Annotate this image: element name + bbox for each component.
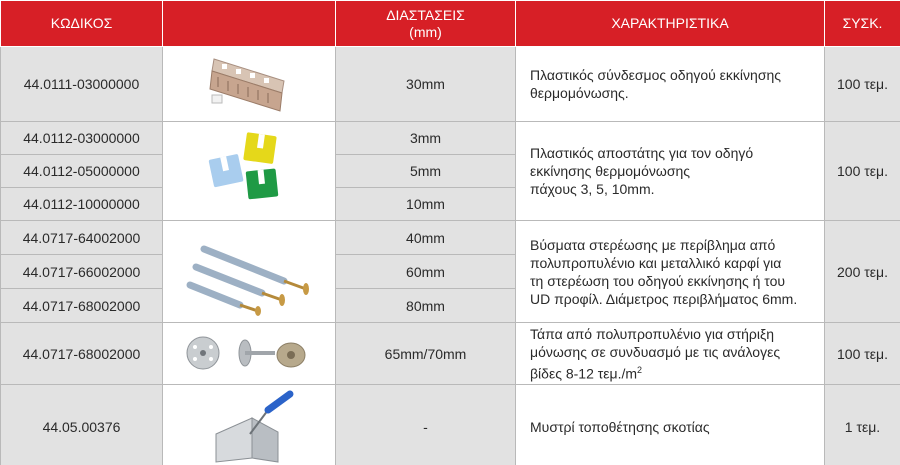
description xyxy=(516,122,825,221)
header-dimensions-unit: (mm) xyxy=(409,23,442,40)
dimension-value: 80mm xyxy=(336,289,516,323)
product-code: 44.0112-10000000 xyxy=(1,188,163,221)
table-row xyxy=(1,323,900,385)
dimension-value: 60mm xyxy=(336,255,516,289)
insulation-plugs-image xyxy=(163,323,336,385)
description-line: Πλαστικός σύνδεσμος οδηγού εκκίνησης xyxy=(530,67,781,83)
package-quantity: 100 τεμ. xyxy=(825,47,900,122)
dimension-value: 40mm xyxy=(336,221,516,255)
header-features: ΧΑΡΑΚΤΗΡΙΣΤΙΚΑ xyxy=(516,1,825,47)
description-line: τη στερέωση του οδηγού εκκίνησης ή του xyxy=(530,272,786,289)
table-row xyxy=(1,122,900,155)
product-code: 44.0717-66002000 xyxy=(1,255,163,289)
dimension-value: 5mm xyxy=(336,155,516,188)
description xyxy=(516,47,825,122)
header-dimensions xyxy=(336,1,516,47)
product-code: 44.0717-64002000 xyxy=(1,221,163,255)
product-code: 44.0111-03000000 xyxy=(1,47,163,122)
dimension-value: 10mm xyxy=(336,188,516,221)
description-line: Πλαστικός αποστάτης για τον οδηγό xyxy=(530,145,754,161)
product-code: 44.0717-68002000 xyxy=(1,323,163,385)
product-code: 44.0112-05000000 xyxy=(1,155,163,188)
description xyxy=(516,385,825,465)
table-row xyxy=(1,221,900,255)
description-text: βίδες 8-12 τεμ./m xyxy=(530,365,638,382)
description-line: UD προφίλ. Διάμετρος περιβλήματος 6mm. xyxy=(530,290,798,307)
dimension-value: 65mm/70mm xyxy=(336,323,516,385)
description-line xyxy=(530,361,814,383)
product-code: 44.0717-68002000 xyxy=(1,289,163,323)
corner-trowel-image xyxy=(163,385,336,465)
description xyxy=(516,221,825,323)
dimension-value: - xyxy=(336,385,516,465)
dimension-value: 3mm xyxy=(336,122,516,155)
table-row xyxy=(1,385,900,465)
description-line: Μυστρί τοποθέτησης σκοτίας xyxy=(530,418,710,435)
package-quantity: 100 τεμ. xyxy=(825,122,900,221)
dimension-value: 30mm xyxy=(336,47,516,122)
description-line: Τάπα από πολυπροπυλένιο για στήριξη xyxy=(530,325,775,342)
description-line: εκκίνησης θερμομόνωσης xyxy=(530,163,691,179)
description-line: θερμομόνωσης. xyxy=(530,85,629,101)
description-line: πάχους 3, 5, 10mm. xyxy=(530,181,655,197)
package-quantity: 100 τεμ. xyxy=(825,323,900,385)
description-line: πολυπροπυλένιο και μεταλλικό καρφί για xyxy=(530,254,782,271)
anchor-plugs-image xyxy=(163,221,336,323)
plastic-connector-image xyxy=(163,47,336,122)
package-quantity: 1 τεμ. xyxy=(825,385,900,465)
plastic-spacers-image xyxy=(163,122,336,221)
header-image xyxy=(163,1,336,47)
product-code: 44.05.00376 xyxy=(1,385,163,465)
header-row xyxy=(1,1,900,47)
product-code: 44.0112-03000000 xyxy=(1,122,163,155)
table-row xyxy=(1,47,900,122)
description-line: Βύσματα στερέωσης με περίβλημα από xyxy=(530,236,776,253)
header-package: ΣΥΣΚ. xyxy=(825,1,900,47)
description xyxy=(516,323,825,385)
header-dimensions-label: ΔΙΑΣΤΑΣΕΙΣ xyxy=(386,6,465,23)
package-quantity: 200 τεμ. xyxy=(825,221,900,323)
description-line: μόνωσης σε συνδυασμό με τις ανάλογες xyxy=(530,343,781,360)
superscript: 2 xyxy=(637,364,643,375)
header-code: ΚΩΔΙΚΟΣ xyxy=(1,1,163,47)
